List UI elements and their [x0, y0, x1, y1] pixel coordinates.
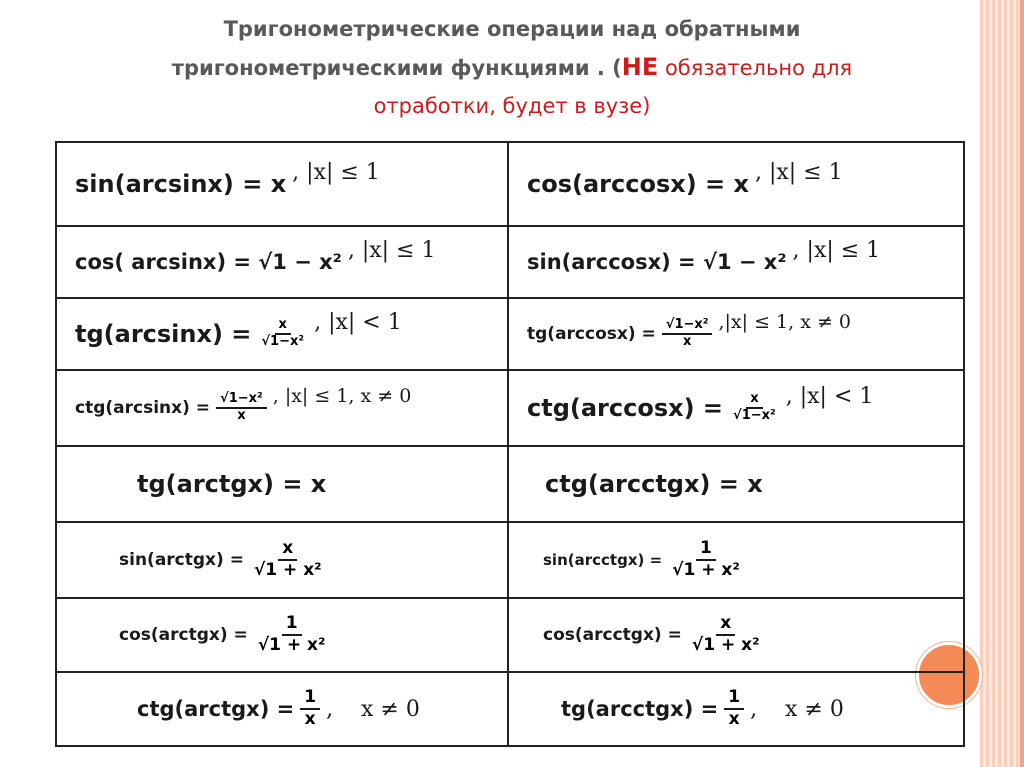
fraction-numerator: 1 — [300, 688, 320, 710]
formula-expression: cos(arctgx) = — [119, 625, 248, 645]
slide-title — [30, 10, 994, 125]
formula-condition: , |x| < 1 — [785, 383, 874, 409]
formula-cell — [508, 298, 964, 370]
table-row — [56, 446, 964, 522]
formula-fraction — [216, 392, 267, 424]
formula-table — [55, 141, 965, 747]
fraction-numerator: 1 — [282, 614, 302, 636]
fraction-numerator: x — [275, 318, 291, 335]
formula-expression: cos(arccosx) = x — [527, 170, 749, 198]
fraction-denominator: √1 + x² — [672, 560, 740, 580]
fraction-numerator: x — [746, 392, 762, 409]
formula-cell — [508, 522, 964, 598]
table-row — [56, 142, 964, 226]
table-row — [56, 226, 964, 298]
formula-condition: , |x| ≤ 1 — [347, 237, 436, 263]
fraction-numerator: √1−x² — [216, 392, 267, 409]
title-note-strong: НЕ — [621, 53, 659, 81]
formula-expression: cos(arcctgx) = — [543, 625, 682, 645]
formula-fraction — [254, 614, 330, 655]
fraction-denominator: x — [682, 334, 692, 349]
formula-fraction — [257, 318, 308, 350]
table-row — [56, 672, 964, 746]
formula-condition: , x ≠ 0 — [326, 696, 420, 722]
formula-expression: ctg(arcsinx) = — [75, 398, 211, 418]
formula-expression: ctg(arccosx) = — [527, 394, 724, 422]
formula-cell — [56, 370, 508, 446]
formula-expression: sin(arccosx) = √1 − x² — [527, 250, 787, 274]
table-row — [56, 522, 964, 598]
formula-cell — [56, 598, 508, 672]
formula-expression: ctg(arctgx) = — [137, 697, 295, 721]
fraction-denominator: √1−x² — [733, 408, 776, 423]
formula-cell — [508, 672, 964, 746]
formula-cell — [56, 446, 508, 522]
formula-cell — [56, 298, 508, 370]
formula-expression: cos( arcsinx) = √1 − x² — [75, 250, 342, 274]
formula-fraction — [668, 539, 744, 580]
title-line-3: отработки, будет в вузе) — [373, 94, 651, 118]
formula-condition: ,|x| ≤ 1, x ≠ 0 — [718, 311, 852, 333]
formula-cell — [56, 672, 508, 746]
fraction-denominator: √1−x² — [261, 334, 305, 349]
formula-condition: , |x| ≤ 1 — [292, 159, 380, 185]
formula-condition: , |x| < 1 — [314, 309, 402, 335]
fraction-denominator: √1 + x² — [253, 560, 322, 580]
formula-fraction — [729, 392, 780, 424]
fraction-denominator: √1 + x² — [691, 635, 760, 655]
fraction-numerator: x — [278, 539, 297, 561]
formula-fraction — [662, 318, 713, 350]
formula-expression: sin(arcsinx) = x — [75, 170, 287, 198]
formula-condition: , |x| ≤ 1 — [754, 159, 843, 185]
formula-expression: tg(arctgx) = x — [137, 470, 327, 498]
formula-condition: , |x| ≤ 1, x ≠ 0 — [272, 385, 412, 407]
formula-condition: , |x| ≤ 1 — [792, 237, 881, 263]
formula-expression: tg(arcsinx) = — [75, 320, 252, 348]
stripe-edge — [1020, 0, 1024, 767]
formula-fraction — [300, 688, 320, 729]
formula-expression: sin(arcctgx) = — [543, 551, 663, 569]
formula-cell — [56, 226, 508, 298]
formula-cell — [508, 446, 964, 522]
formula-cell — [508, 226, 964, 298]
formula-cell — [508, 598, 964, 672]
formula-condition: , x ≠ 0 — [750, 696, 844, 722]
table-row — [56, 370, 964, 446]
fraction-denominator: x — [728, 709, 740, 729]
formula-fraction — [250, 539, 326, 580]
formula-cell — [56, 522, 508, 598]
title-line-2 — [30, 48, 994, 87]
fraction-numerator: x — [716, 614, 735, 636]
fraction-numerator: 1 — [724, 688, 744, 710]
fraction-denominator: x — [304, 709, 316, 729]
table-row — [56, 298, 964, 370]
title-note — [621, 53, 853, 81]
fraction-numerator: 1 — [696, 539, 716, 561]
formula-expression: ctg(arcctgx) = x — [545, 470, 763, 498]
formula-expression: tg(arccosx) = — [527, 324, 656, 344]
formula-expression: sin(arctgx) = — [119, 550, 244, 570]
title-note-rest: обязательно для — [658, 56, 853, 80]
formula-cell — [56, 142, 508, 226]
fraction-denominator: √1 + x² — [257, 635, 326, 655]
title-line-2-main: тригонометрическими функциями . ( — [171, 56, 622, 80]
table-row — [56, 598, 964, 672]
fraction-numerator: √1−x² — [662, 318, 713, 335]
title-line-1: Тригонометрические операции над обратными — [223, 17, 801, 41]
formula-fraction — [724, 688, 744, 729]
formula-expression: tg(arcctgx) = — [561, 697, 719, 721]
fraction-denominator: x — [237, 408, 246, 423]
formula-cell — [508, 142, 964, 226]
formula-fraction — [688, 614, 764, 655]
formula-cell — [508, 370, 964, 446]
